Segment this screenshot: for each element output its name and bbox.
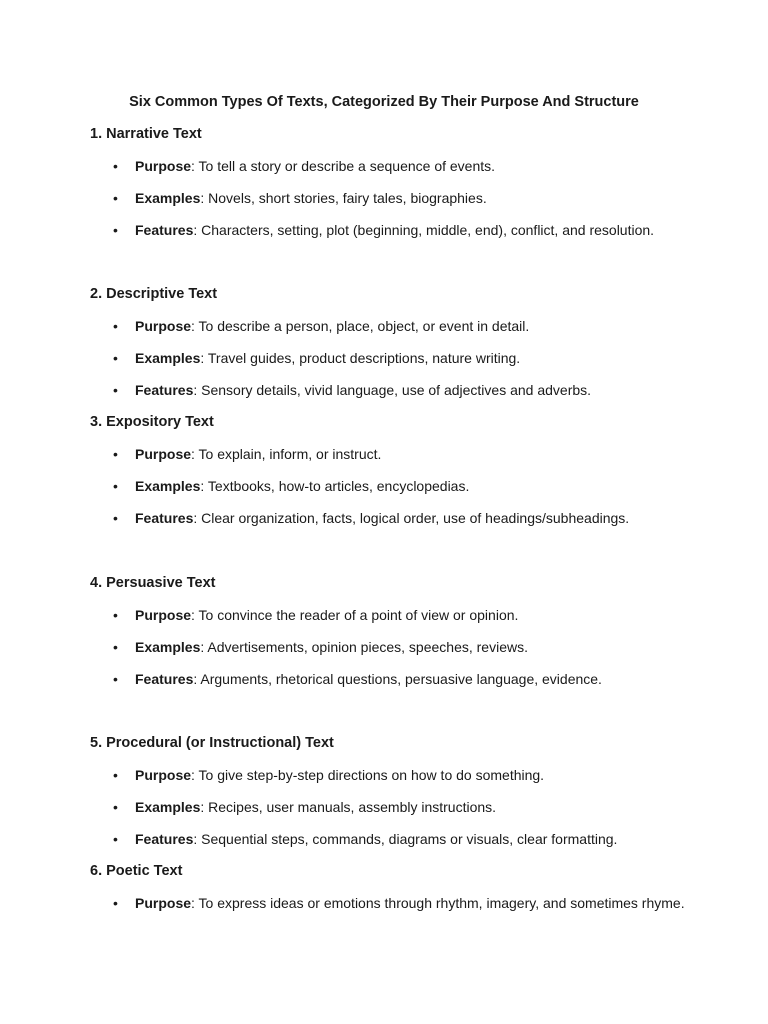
bullet-icon: • xyxy=(113,767,118,783)
section-heading-descriptive: 2. Descriptive Text xyxy=(90,286,218,302)
item-term: Purpose xyxy=(135,318,192,334)
bullet-icon: • xyxy=(113,831,118,847)
bullet-icon: • xyxy=(113,478,118,494)
item-text: : Textbooks, how-to articles, encyclopedias. xyxy=(200,478,470,494)
item-text: : To convince the reader of a point of view or opinion. xyxy=(191,607,519,623)
item-text: : To give step-by-step directions on how to do something. xyxy=(191,767,545,783)
bullet-icon: • xyxy=(113,158,118,174)
document-title: Six Common Types Of Texts, Categorized By Their Purpose And Structure xyxy=(129,94,639,110)
item-text: : To describe a person, place, object, or event in detail. xyxy=(191,318,530,334)
item-text: : Travel guides, product descriptions, nature writing. xyxy=(200,350,521,366)
item-term: Purpose xyxy=(135,158,192,174)
item-term: Features xyxy=(135,382,194,398)
item-text: : To express ideas or emotions through rhythm, imagery, and sometimes rhyme. xyxy=(191,895,685,911)
item-text: : To explain, inform, or instruct. xyxy=(191,446,382,462)
bullet-icon: • xyxy=(113,607,118,623)
item-text: : Arguments, rhetorical questions, persuasive language, evidence. xyxy=(193,671,602,687)
item-term: Examples xyxy=(135,639,201,655)
item-term: Examples xyxy=(135,190,201,206)
item-text: : Advertisements, opinion pieces, speeches, reviews. xyxy=(200,639,528,655)
item-text: : Sequential steps, commands, diagrams or visuals, clear formatting. xyxy=(193,831,618,847)
item-term: Purpose xyxy=(135,895,192,911)
item-text: : Characters, setting, plot (beginning, middle, end), conflict, and resolution. xyxy=(193,222,655,238)
section-heading-narrative: 1. Narrative Text xyxy=(90,126,202,142)
bullet-icon: • xyxy=(113,639,118,655)
section-heading-persuasive: 4. Persuasive Text xyxy=(90,575,216,591)
item-text: : Novels, short stories, fairy tales, biographies. xyxy=(200,190,487,206)
item-term: Features xyxy=(135,222,194,238)
item-term: Features xyxy=(135,831,194,847)
item-term: Examples xyxy=(135,478,201,494)
item-term: Purpose xyxy=(135,767,192,783)
item-term: Features xyxy=(135,510,194,526)
bullet-icon: • xyxy=(113,350,118,366)
section-heading-poetic: 6. Poetic Text xyxy=(90,863,183,879)
item-term: Examples xyxy=(135,350,201,366)
bullet-icon: • xyxy=(113,222,118,238)
bullet-icon: • xyxy=(113,895,118,911)
bullet-icon: • xyxy=(113,382,118,398)
bullet-icon: • xyxy=(113,318,118,334)
bullet-icon: • xyxy=(113,671,118,687)
bullet-icon: • xyxy=(113,799,118,815)
item-term: Examples xyxy=(135,799,201,815)
item-term: Purpose xyxy=(135,446,192,462)
section-heading-procedural: 5. Procedural (or Instructional) Text xyxy=(90,735,334,751)
item-term: Purpose xyxy=(135,607,192,623)
item-term: Features xyxy=(135,671,194,687)
section-heading-expository: 3. Expository Text xyxy=(90,414,214,430)
item-text: : Sensory details, vivid language, use of adjectives and adverbs. xyxy=(193,382,592,398)
item-text: : To tell a story or describe a sequence of events. xyxy=(191,158,496,174)
bullet-icon: • xyxy=(113,510,118,526)
bullet-icon: • xyxy=(113,190,118,206)
item-text: : Clear organization, facts, logical order, use of headings/subheadings. xyxy=(193,510,630,526)
bullet-icon: • xyxy=(113,446,118,462)
item-text: : Recipes, user manuals, assembly instructions. xyxy=(200,799,497,815)
